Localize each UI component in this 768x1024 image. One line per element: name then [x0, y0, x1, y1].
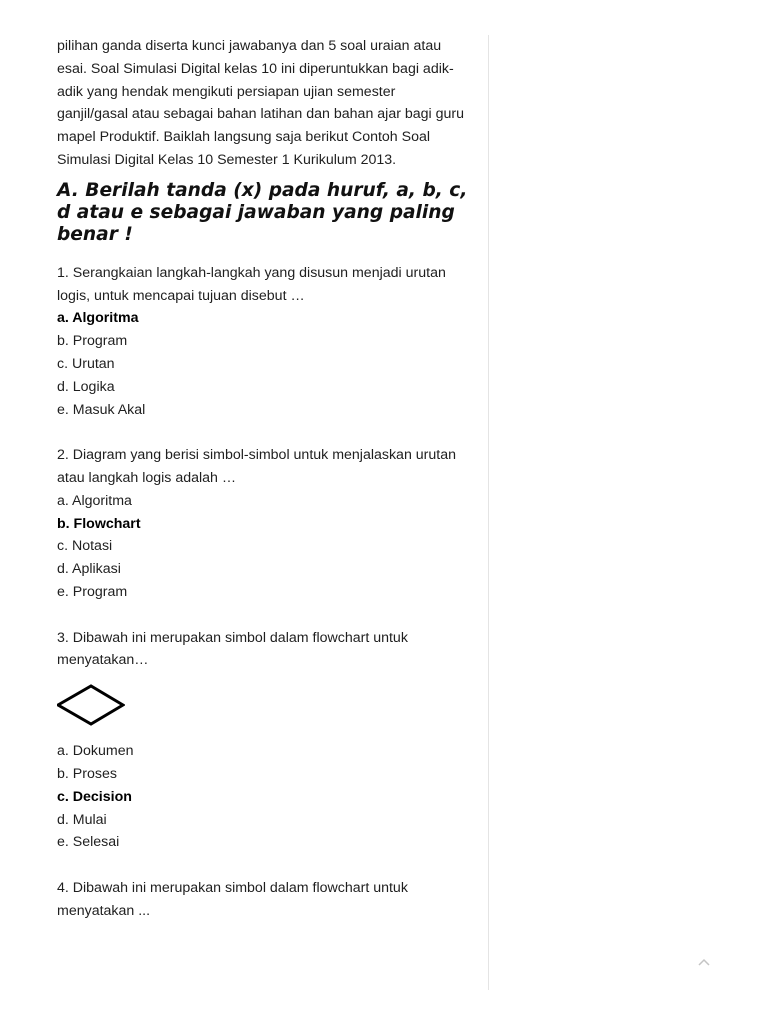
option-e: e. Masuk Akal — [57, 401, 146, 418]
question-text: 1. Serangkaian langkah-langkah yang disusun menjadi urutan logis, untuk mencapai tujuan disebut … — [57, 264, 446, 304]
option-b-correct: b. Flowchart — [57, 515, 141, 532]
option-a-correct: a. Algoritma — [57, 310, 139, 327]
option-b: b. Program — [57, 333, 128, 350]
scroll-to-top-button[interactable] — [694, 952, 714, 972]
question-text: 3. Dibawah ini merupakan simbol dalam flowchart untuk menyatakan… — [57, 629, 408, 669]
option-a: a. Algoritma — [57, 492, 132, 509]
option-e: e. Program — [57, 583, 128, 600]
chevron-up-icon — [697, 957, 711, 967]
section-heading: A. Berilah tanda (x) pada huruf, a, b, c, d atau e sebagai jawaban yang paling benar ! — [57, 179, 468, 245]
question-2 — [57, 444, 469, 604]
option-d: d. Aplikasi — [57, 561, 121, 578]
question-1 — [57, 262, 469, 422]
option-c: c. Notasi — [57, 538, 113, 555]
intro-paragraph: pilihan ganda diserta kunci jawabanya dan 5 soal uraian atau esai. Soal Simulasi Digital kelas 10 ini diperuntukkan bagi adik-adik yang hendak mengikuti persiapan ujian semester ganjil/gasal atau sebagai bahan latihan dan bahan ajar bagi guru mapel Produktif. Baiklah langsung saja berikut Contoh Soal Simulasi Digital Kelas 10 Semester 1 Kurikulum 2013. — [57, 38, 465, 168]
sidebar-divider — [488, 35, 489, 990]
question-text: 4. Dibawah ini merupakan simbol dalam flowchart untuk menyatakan ... — [57, 879, 408, 919]
article-content — [57, 35, 469, 945]
option-e: e. Selesai — [57, 834, 120, 851]
question-4 — [57, 877, 469, 923]
option-c-correct: c. Decision — [57, 788, 132, 805]
option-b: b. Proses — [57, 765, 117, 782]
option-d: d. Mulai — [57, 811, 107, 828]
decision-diamond-icon — [57, 684, 125, 726]
question-3 — [57, 627, 469, 855]
option-d: d. Logika — [57, 378, 115, 395]
option-c: c. Urutan — [57, 355, 115, 372]
question-text: 2. Diagram yang berisi simbol-simbol untuk menjalaskan urutan atau langkah logis adalah … — [57, 447, 457, 486]
option-a: a. Dokumen — [57, 743, 134, 760]
